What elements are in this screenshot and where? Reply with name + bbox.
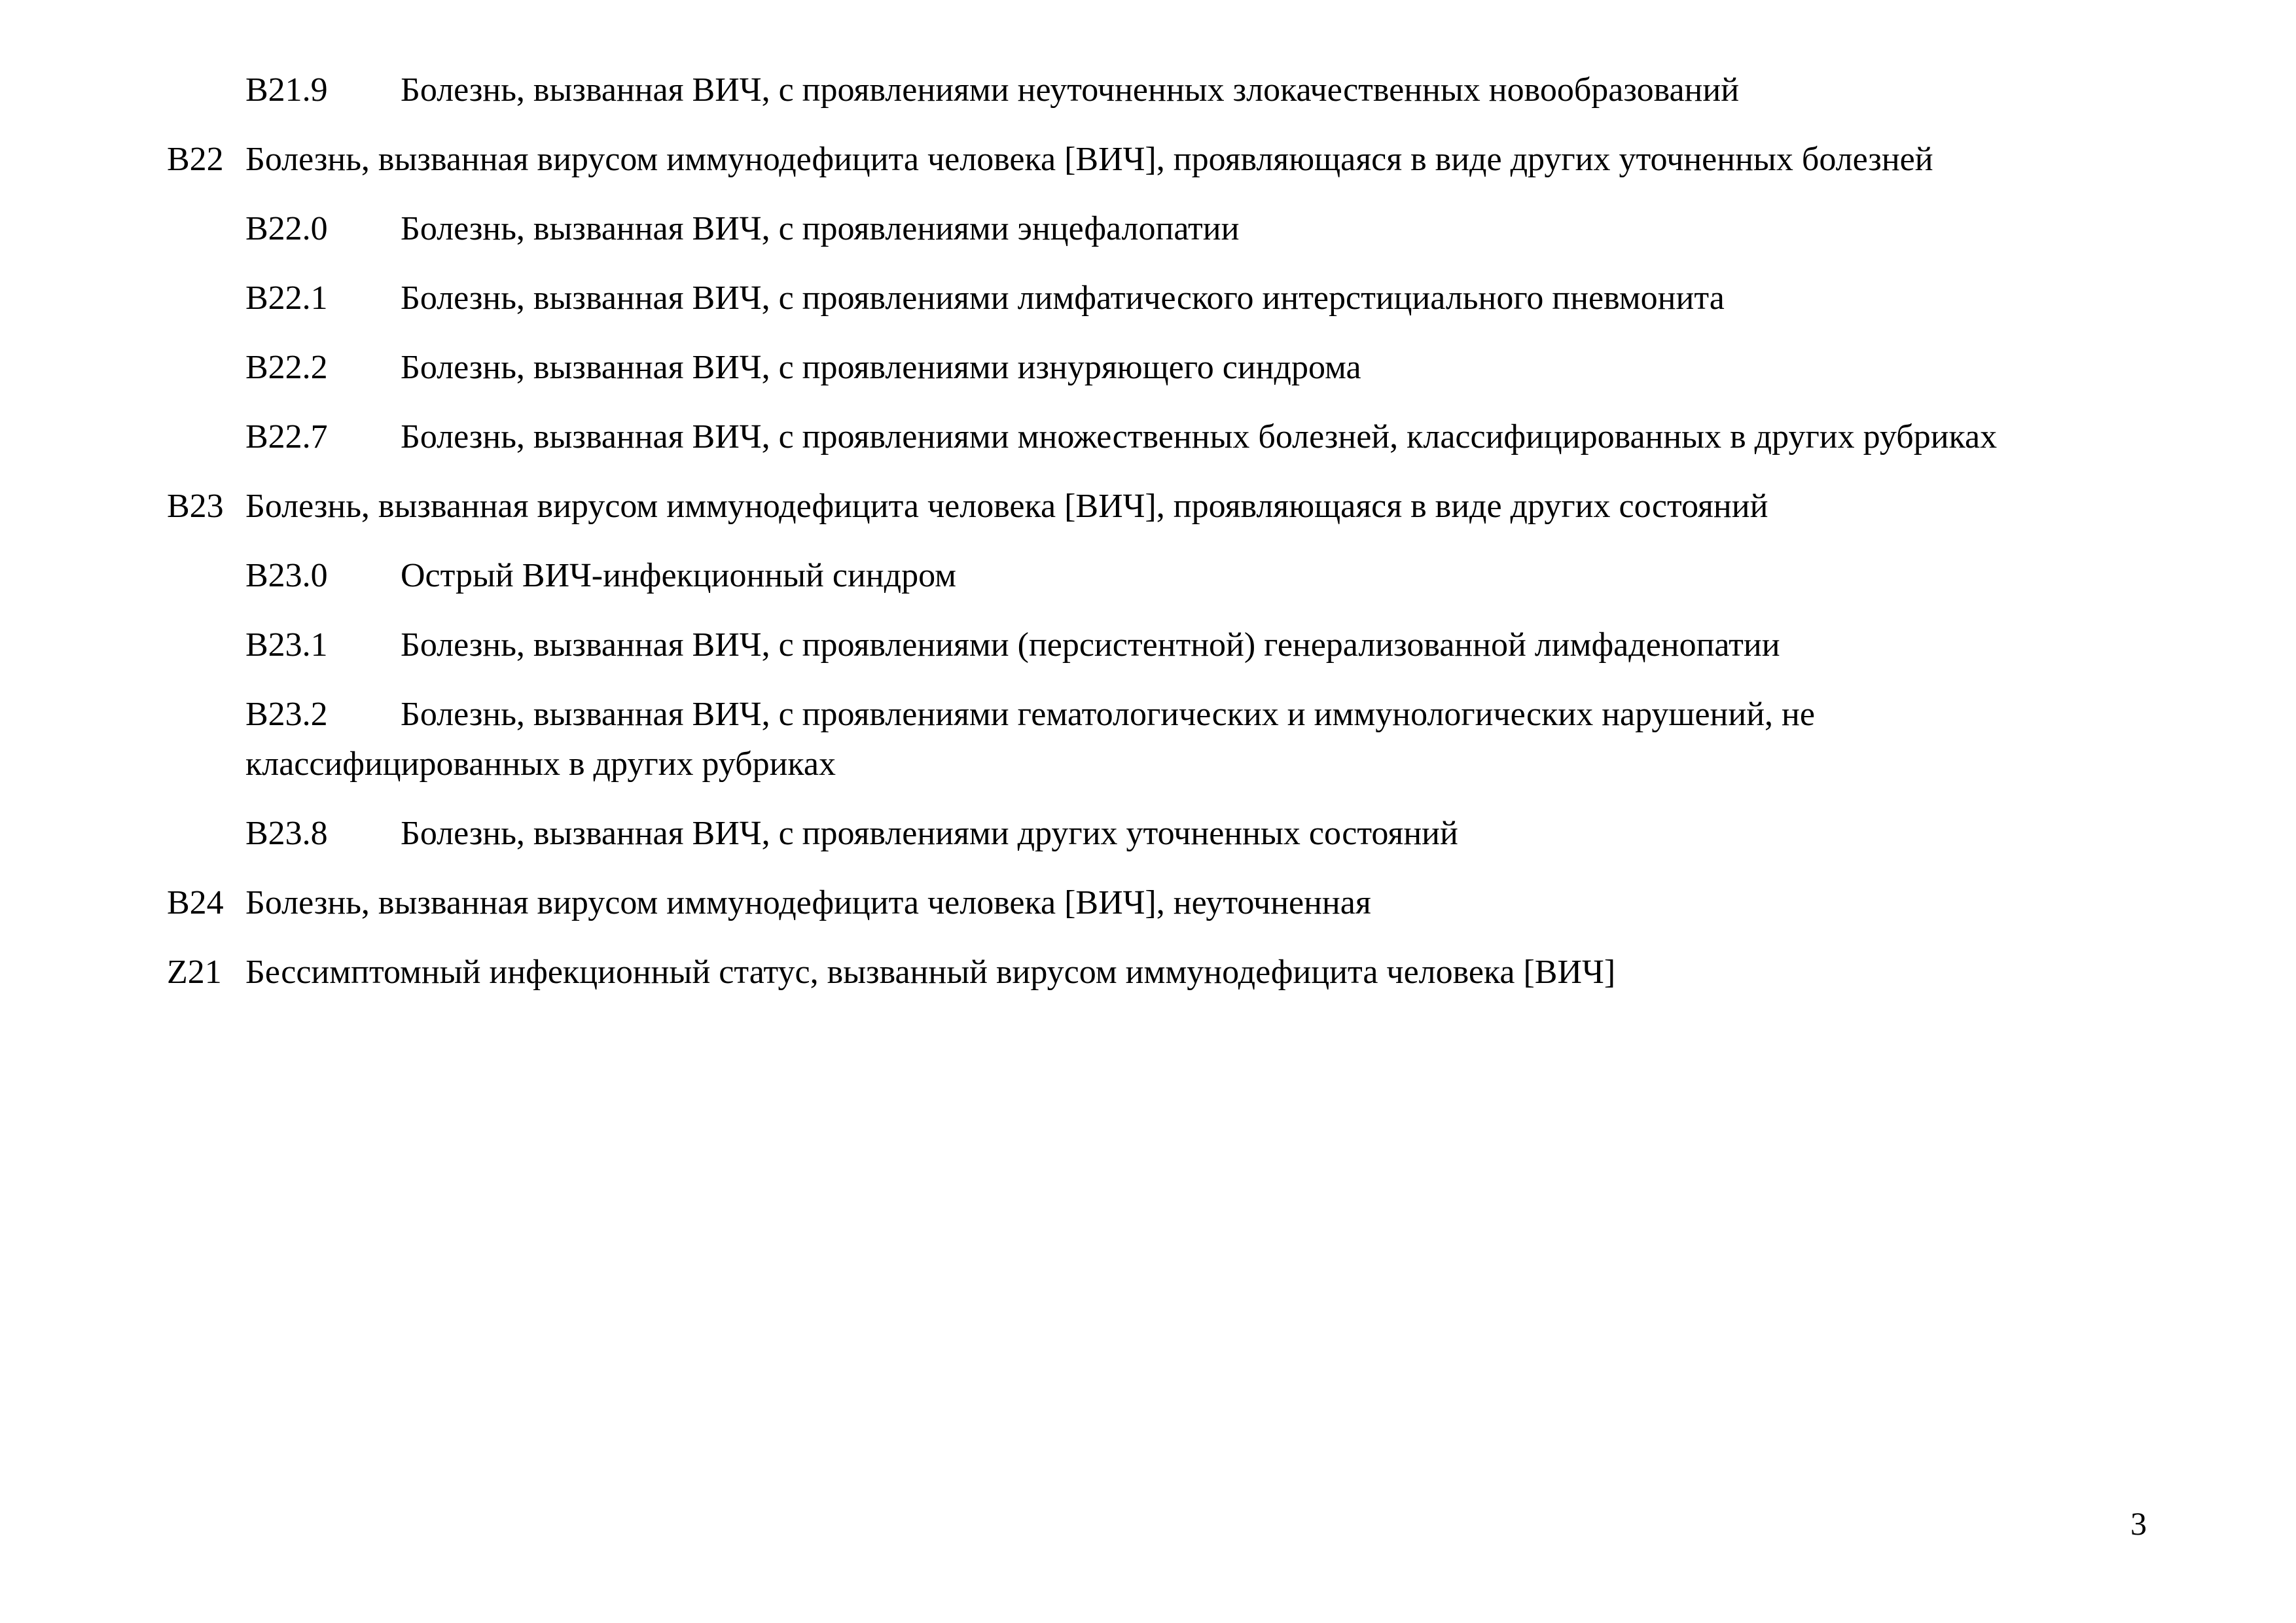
entry-text: Болезнь, вызванная ВИЧ, с проявлениями изнуряющего синдрома — [401, 349, 1361, 386]
subcategory-entry — [245, 551, 2130, 601]
entry-text: Болезнь, вызванная ВИЧ, с проявлениями энцефалопатии — [401, 210, 1240, 247]
entry-code: B21.9 — [245, 71, 328, 109]
subcategory-entry — [245, 65, 2130, 115]
entry-code: B23.1 — [245, 626, 328, 664]
entry-text: Болезнь, вызванная ВИЧ, с проявлениями гематологических и иммунологических нарушений, не классифицированных в других рубриках — [245, 696, 1815, 783]
category-entry — [167, 878, 2130, 928]
entry-code: B22.7 — [245, 418, 328, 455]
entry-text: Болезнь, вызванная ВИЧ, с проявлениями других уточненных состояний — [401, 815, 1458, 852]
subcategory-entry — [245, 274, 2130, 323]
subcategory-entry — [245, 412, 2130, 462]
entry-code: B22.1 — [245, 279, 328, 317]
entry-code: B22.2 — [245, 349, 328, 386]
subcategory-entry — [245, 343, 2130, 393]
subcategory-entry — [245, 204, 2130, 254]
entry-text: Болезнь, вызванная ВИЧ, с проявлениями лимфатического интерстициального пневмонита — [401, 279, 1725, 317]
entry-code: B23 — [167, 488, 224, 525]
subcategory-entry — [245, 809, 2130, 859]
entry-text: Бессимптомный инфекционный статус, вызванный вирусом иммунодефицита человека [ВИЧ] — [245, 954, 1616, 991]
entry-text: Болезнь, вызванная ВИЧ, с проявлениями множественных болезней, классифицированных в других рубриках — [401, 418, 1998, 455]
icd-code-list — [167, 65, 2130, 1017]
entry-code: B23.0 — [245, 557, 328, 594]
category-entry — [167, 135, 2130, 185]
entry-text: Болезнь, вызванная ВИЧ, с проявлениями (персистентной) генерализованной лимфаденопатии — [401, 626, 1780, 664]
entry-code: Z21 — [167, 954, 222, 991]
category-entry — [167, 948, 2130, 997]
entry-text: Острый ВИЧ-инфекционный синдром — [401, 557, 956, 594]
entry-text: Болезнь, вызванная вирусом иммунодефицита человека [ВИЧ], проявляющаяся в виде других состояний — [245, 488, 1768, 525]
entry-text: Болезнь, вызванная вирусом иммунодефицита человека [ВИЧ], проявляющаяся в виде других уточненных болезней — [245, 141, 1933, 178]
subcategory-entry — [245, 690, 2130, 789]
page-number: 3 — [2130, 1505, 2147, 1542]
entry-code: B23.2 — [245, 696, 328, 733]
entry-code: B23.8 — [245, 815, 328, 852]
entry-code: B22 — [167, 141, 224, 178]
entry-text: Болезнь, вызванная ВИЧ, с проявлениями неуточненных злокачественных новообразований — [401, 71, 1740, 109]
entry-text: Болезнь, вызванная вирусом иммунодефицита человека [ВИЧ], неуточненная — [245, 884, 1371, 921]
category-entry — [167, 482, 2130, 531]
entry-code: B22.0 — [245, 210, 328, 247]
entry-code: B24 — [167, 884, 224, 921]
subcategory-entry — [245, 620, 2130, 670]
